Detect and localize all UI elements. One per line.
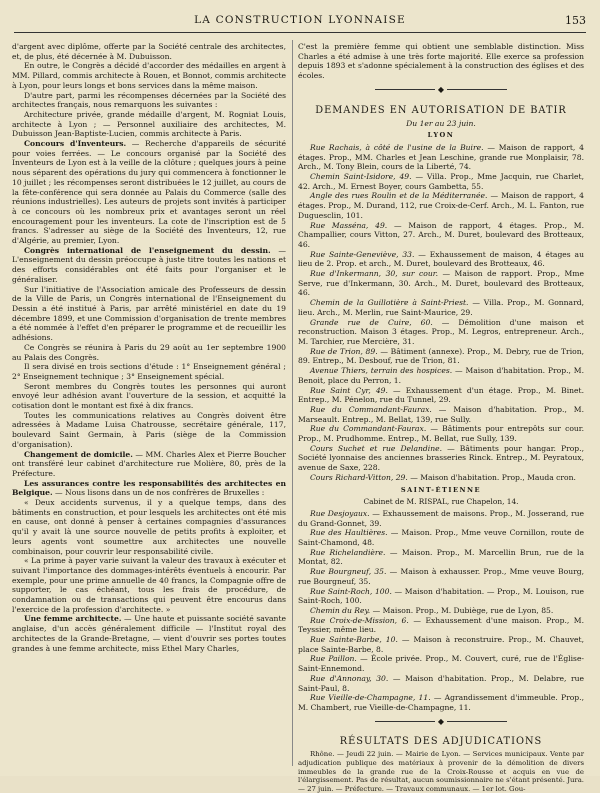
left-paragraph	[12, 246, 286, 285]
femme-architecte-continuation: C'est la première femme qui obtient une semblable distinction. Miss Charles a été admise à une très forte majorité. Elle exerce sa profession depuis 1893 et s'adonne spécialement à la construction des églises et des écoles.	[298, 42, 584, 81]
header-rule	[14, 32, 586, 33]
saint-etienne-entries	[298, 509, 584, 713]
paragraph-text: — Nous lisons dans un de nos confrères de Bruxelles :	[52, 488, 265, 498]
left-paragraph	[12, 42, 286, 61]
right-column	[298, 42, 585, 793]
left-paragraph	[12, 343, 286, 362]
demande-entry-saint-etienne: Rue Bourgneuf, 35. — Maison à exhausser. Prop., Mme veuve Bourg, rue Bourgneuf, 35.	[298, 567, 584, 586]
page-header	[14, 14, 586, 32]
paragraph-lead: Une femme architecte.	[24, 614, 122, 624]
demandes-subtitle: Du 1er au 23 juin.	[406, 118, 476, 128]
demande-entry-saint-etienne: Rue d'Annonay, 30. — Maison d'habitation. Prop., M. Delabre, rue Saint-Paul, 8.	[298, 673, 585, 693]
adjudications-text: Rhône. — Jeudi 22 juin. — Mairie de Lyon. — Services municipaux. Vente par adjudication publique des matériaux à provenir de la démolition de divers immeubles de la grande rue de la Croix-Rousse et acquis en vue de l'élargissement. Pas de résultat, aucun soumissionnaire ne s'étant présenté. Jura. — 27 juin. — Préfecture. — Travaux communaux. — 1er lot. Gou-	[298, 750, 584, 793]
demande-entry-lyon: Cours Richard-Vitton, 29. — Maison d'habitation. Prop., Mauda cron.	[310, 472, 576, 482]
demande-entry-saint-etienne: Chemin du Rey. — Maison. Prop., M. Dubiège, rue de Lyon, 85.	[310, 605, 554, 615]
demande-entry-saint-etienne: Rue Croix-de-Mission, 6. — Exhaussement d'une maison. Prop., M. Teyssier, même lieu.	[298, 615, 584, 635]
paragraph-text: En outre, le Congrès a décidé d'accorder des médailles en argent à MM. Pillard, commis architecte à Rouen, et Bonnot, commis architecte à Lyon, pour leurs longs et bons services dans la même maison.	[12, 61, 286, 90]
paragraph-text: « Deux accidents survenus, il y a quelque temps, dans des bâtiments en construction, et pour lesquels les architectes ont été mis en cause, ont donné à penser à certaines compagnies d'assurances qu'il y avait là une source nouvelle de petits profits à exploiter, et leurs agents vont soumettre aux architectes une nouvelle combinaison, pour couvrir leur responsabilité civile.	[12, 498, 286, 556]
demande-entry-lyon: Chemin Saint-Isidore, 49. — Villa. Prop., Mme Jacquin, rue Charlet, 42. Arch., M. Ernest Boyer, cours Gambetta, 55.	[298, 172, 584, 191]
demande-entry-lyon: Rue du Commandant-Faurax. — Maison d'habitation. Prop., M. Marseault. Entrep., M. Bellat, 139, rue Sully.	[298, 404, 584, 424]
ornament-divider-2: ◆	[298, 717, 584, 727]
demande-entry-lyon: Rue du Commandant-Faurax. — Bâtiments pour entrepôts sur cour. Prop., M. Prudhomme. Entrep., M. Bellat, rue Sully, 139.	[298, 424, 584, 444]
demande-entry-saint-etienne: Rue des Haultières. — Maison. Prop., Mme veuve Cornillon, route de Saint-Chamond, 48.	[298, 528, 584, 548]
left-paragraph	[12, 614, 286, 653]
paragraph-text: Il sera divisé en trois sections d'étude : 1° Enseignement général ; 2° Enseignement technique ; 3° Enseignement spécial.	[12, 362, 286, 381]
paragraph-text: — Une haute et puissante société savante anglaise, d'un accès généralement difficile — l'Institut royal des architectes de la Grande-Bretagne, — vient d'ouvrir ses portes toutes grandes à une femme architecte, miss Ethel Mary Charles,	[12, 614, 286, 653]
demande-entry-lyon: Avenue Thiers, terrain des hospices. — Maison d'habitation. Prop., M. Benoit, place du Perron, 1.	[298, 366, 584, 385]
demande-entry-lyon: Cours Suchet et rue Delandine. — Bâtiments pour hangar. Prop., Société lyonnaise des anciennes brasseries Rinck. Entrep., M. Peyratoux, avenue de Saxe, 228.	[298, 443, 584, 473]
paragraph-text: Toutes les communications relatives au Congrès doivent être adressées à Madame Luisa Chatrousse, secrétaire générale, 117, boulevard Saint Germain, à Paris (siège de la Commission d'organisation).	[12, 410, 286, 449]
demande-entry-lyon: Angle des rues Roulin et de la Méditerranée. — Maison de rapport, 4 étages. Prop., M. Durand, 112, rue Croix-de-Cerf. Arch., M. L. Fanton, rue Duguesclin, 101.	[298, 191, 584, 220]
demande-entry-saint-etienne: Rue Sainte-Barbe, 10. — Maison à reconstruire. Prop., M. Chauvet, place Sainte-Barbe, 8.	[298, 635, 584, 654]
left-paragraph	[12, 450, 286, 479]
demande-entry-lyon: Rue de Trion, 89. — Bâtiment (annexe). Prop., M. Debry, rue de Trion, 89. Entrep., M. Desbouf, rue de Trion, 81.	[298, 346, 584, 366]
demande-entry-lyon: Rue Rachais, à côté de l'usine de la Buire. — Maison de rapport, 4 étages. Prop., MM. Charles et Jean Leschine, grande rue Monplaisir, 78. Arch., M. Tony Blein, cours de la Liberté, 74.	[298, 142, 584, 172]
demande-entry-lyon: Grande rue de Cuire, 60. — Démolition d'une maison et reconstruction. Maison 3 étages. Prop., M. Legros, entrepreneur. Arch., M. Tarchier, rue Mercière, 31.	[298, 317, 584, 346]
left-paragraph	[12, 110, 286, 139]
demande-entry-lyon: Rue Masséna, 49. — Maison de rapport, 4 étages. Prop., M. Champallier, cours Vitton, 27. Arch., M. Duret, boulevard des Brotteaux, 46.	[298, 220, 584, 249]
demande-entry-lyon: Chemin de la Guillotière à Saint-Priest. — Villa. Prop., M. Gonnard, lieu. Arch., M. Merlin, rue Saint-Maurice, 29.	[298, 298, 584, 317]
demande-entry-lyon: Rue Saint Cyr, 49. — Exhaussement d'un étage. Prop., M. Binet. Entrep., M. Pénelon, rue du Tunnel, 29.	[298, 385, 584, 405]
city-heading-lyon: LYON	[427, 131, 455, 140]
demande-entry-saint-etienne: Rue Saint-Roch, 100. — Maison d'habitation. — Prop., M. Louison, rue Saint-Roch, 100.	[298, 586, 585, 606]
paragraph-lead: Changement de domicile.	[24, 449, 133, 459]
lyon-entries	[298, 143, 584, 483]
left-paragraph	[12, 285, 286, 343]
paragraph-text: Seront membres du Congrès toutes les personnes qui auront envoyé leur adhésion avant l'ouverture de la session, et acquitté la cotisation dont le montant est fixé à dix francs.	[12, 381, 286, 411]
ornament-divider: ◆	[298, 85, 584, 95]
left-column	[12, 42, 286, 766]
demandes-title: DEMANDES EN AUTORISATION DE BATIR	[315, 104, 567, 116]
left-paragraph	[12, 479, 286, 498]
demande-entry-saint-etienne: Rue Richelandière. — Maison. Prop., M. Marcellin Brun, rue de la Montat, 82.	[298, 547, 584, 567]
left-paragraph	[12, 382, 286, 411]
paragraph-text: « La prime à payer varie suivant la valeur des travaux à exécuter et suivant l'importance des dommages-intérêts éventuels à encourir. Par exemple, pour une prime annuelle de 40 francs, la Compagnie offre de supporter, le cas échéant, tous les frais de procédure, de condamnation ou de transactions qui peuvent être encourus dans l'exercice de la profession d'architecte. »	[12, 556, 286, 614]
paragraph-text: Architecture privée, grande médaille d'argent, M. Rogniat Louis, architecte à Lyon ; — Personnel auxiliaire des architectes, M. Dubuisson Jean-Baptiste-Lucien, commis architecte à Paris.	[12, 109, 286, 139]
left-paragraph	[12, 61, 286, 90]
left-paragraph	[12, 91, 286, 110]
paragraph-lead: Les assurances contre les responsabilités des architectes en Belgique.	[12, 478, 286, 498]
demande-entry-saint-etienne: Rue Vieille-de-Champagne, 11. — Agrandissement d'immeuble. Prop., M. Chambert, rue Vieille-de-Champagne, 11.	[298, 693, 584, 712]
left-paragraph	[12, 498, 286, 556]
paragraph-text: d'argent avec diplôme, offerte par la Société centrale des architectes, et, de plus, été décernée à M. Dubuisson.	[12, 42, 286, 61]
demande-entry-lyon: Rue Sainte-Geneviève, 33. — Exhaussement de maison, 4 étages au lieu de 2. Prop. et arch., M. Duret, boulevard des Brotteaux, 46.	[298, 249, 584, 269]
left-paragraph	[12, 411, 286, 450]
city-heading-saint-etienne: SAINT-ÉTIENNE	[400, 485, 482, 494]
page-number: 153	[565, 14, 586, 27]
demande-entry-saint-etienne: Rue Desjoyaux. — Exhaussement de maisons. Prop., M. Josserand, rue du Grand-Gonnet, 39.	[298, 508, 585, 528]
left-paragraph	[12, 139, 286, 246]
left-paragraph	[12, 362, 286, 381]
adjudications-title: RÉSULTATS DES ADJUDICATIONS	[339, 736, 543, 748]
paragraph-text: — MM. Charles Alex et Pierre Boucher ont transféré leur cabinet d'architecture rue Molière, 80, près de la Préfecture.	[12, 449, 287, 478]
paragraph-text: Ce Congrès se réunira à Paris du 29 août au 1er septembre 1900 au Palais des Congrès.	[12, 342, 286, 362]
paragraph-lead: Concours d'Inventeurs.	[24, 139, 127, 149]
journal-title: LA CONSTRUCTION LYONNAISE	[194, 14, 406, 26]
paragraph-text: — L'enseignement du dessin préoccupe à juste titre toutes les nations et des efforts considérables ont été faits pour l'organiser et le généraliser.	[12, 245, 286, 284]
column-separator	[292, 40, 293, 766]
demande-entry-saint-etienne: Rue Paillon. — École privée. Prop., M. Couvert, curé, rue de l'Église-Saint-Ennemond.	[298, 654, 584, 674]
demande-entry-lyon: Rue d'Inkermann, 30, sur cour. — Maison de rapport. Prop., Mme Serve, rue d'Inkermann, 30. Arch., M. Duret, boulevard des Brotteaux, 46.	[298, 269, 584, 298]
paragraph-text: — Recherche d'appareils de sécurité pour voies ferrées. — Le concours organisé par la Société des Inventeurs de Lyon est à la veille de la clôture ; quelques jours à peine nous séparent des opérations du jury qui commencera à fonctionner le 10 juillet ; les récompenses seront distribuées le 12 juillet, au cours de la fête-conférence qui sera donnée au Palais du Commerce (salle des réunions industrielles). Les auteurs de projets sont invités à participer à ce concours où les nombreux prix et avantages seront un réel encouragement pour les inventeurs. La cote de l'inscription est de 5 francs. S'adresser au siège de la Société des Inventeurs, 12, rue d'Algérie, au premier, Lyon.	[12, 139, 286, 246]
paragraph-text: D'autre part, parmi les récompenses décernées par la Société des architectes français, nous remarquons les suivantes :	[12, 90, 286, 110]
saint-etienne-cabinet: Cabinet de M. RISPAL, rue Chapelon, 14.	[363, 497, 519, 507]
paragraph-text: Sur l'initiative de l'Association amicale des Professeurs de dessin de la Ville de Paris, un Congrès international de l'Enseignement du Dessin a été institué à Paris, par arrêté ministériel en date du 19 décembre 1899, et une Commission d'organisation de trente membres a été nommée à l'effet d'en préparer le programme et de recueillir les adhésions.	[12, 284, 286, 343]
left-paragraph	[12, 556, 286, 614]
paragraph-lead: Congrès international de l'enseignement du dessin.	[24, 245, 271, 255]
